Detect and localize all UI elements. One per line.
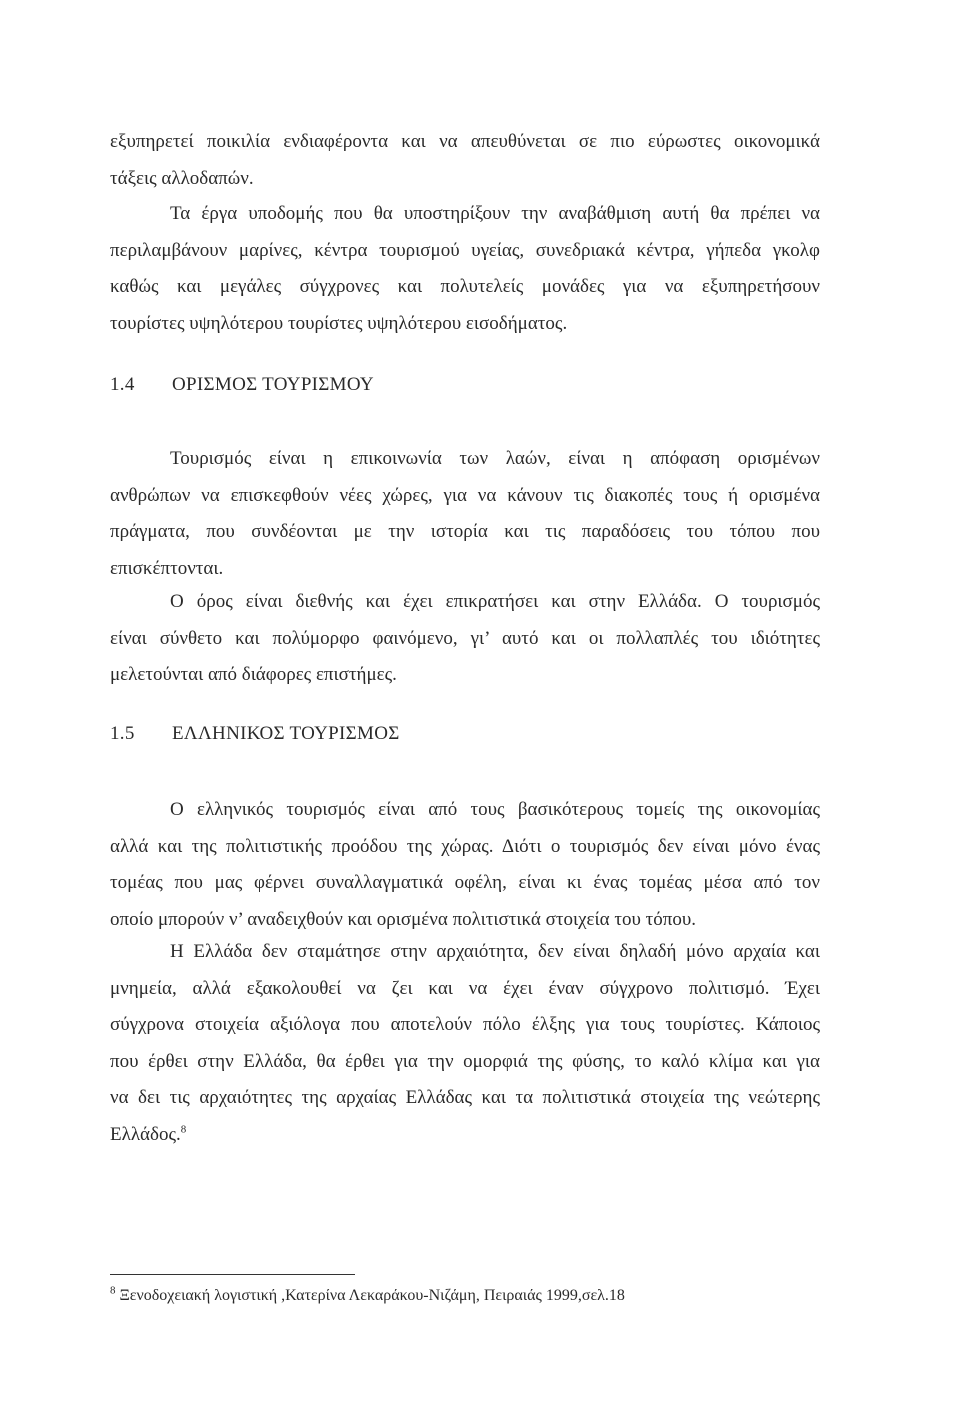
text-line: είναι σύνθετο και πολύμορφο φαινόμενο, γι’ αυτό και οι πολλαπλές του ιδιότητες [110,627,820,649]
text-line: καθώς και μεγάλες σύγχρονες και πολυτελείς μονάδες για να εξυπηρετήσουν [110,276,820,297]
text-line: ανθρώπων να επισκεφθούν νέες χώρες, για να κάνουν τις διακοπές τους ή ορισμένα [110,484,820,506]
section-heading-1-4 [110,373,374,397]
text-line: τουρίστες υψηλότερου τουρίστες υψηλότερου εισοδήματος. [110,312,568,334]
text-line: Τουρισμός είναι η επικοινωνία των λαών, είναι η απόφαση ορισμένων [170,448,820,469]
text-line: που έρθει στην Ελλάδα, θα έρθει για την ομορφιά της φύσης, το καλό κλίμα και για [110,1050,820,1072]
section-number: 1.4 [110,374,135,395]
text-line: να δει τις αρχαιότητες της αρχαίας Ελλάδας και τα πολιτιστικά στοιχεία της νεώτερης [110,1087,820,1108]
text-line: σύγχρονα στοιχεία αξιόλογα που αποτελούν πόλο έλξης για τους τουρίστες. Κάποιος [110,1014,820,1035]
text-line: τάξεις αλλοδαπών. [110,167,254,189]
paragraph-term-international [110,584,820,694]
section-number: 1.5 [110,723,135,744]
footnote-marker: 8 [110,1284,116,1297]
text-line: πράγματα, που συνδέονται με την ιστορία και τις παραδόσεις του τόπου που [110,521,820,542]
text-line: περιλαμβάνουν μαρίνες, κέντρα τουρισμού υγείας, συνεδριακά κέντρα, γήπεδα γκολφ [110,239,820,261]
text-line: επισκέπτονται. [110,557,224,579]
paragraph-greek-tourism [110,792,820,938]
paragraph-tourism-definition [110,441,820,587]
text-line [110,1117,820,1154]
text-line: Η Ελλάδα δεν σταμάτησε στην αρχαιότητα, δεν είναι δηλαδή μόνο αρχαία και [170,941,820,962]
last-line-text: Ελλάδος. [110,1123,181,1145]
footnote-text: Ξενοδοχειακή λογιστική ,Κατερίνα Λεκαράκου-Νιζάμη, Πειραιάς 1999,σελ.18 [119,1287,625,1304]
section-title: ΟΡΙΣΜΟΣ ΤΟΥΡΙΣΜΟΥ [172,374,374,395]
footnote-reference: 8 [180,1123,187,1136]
text-line: τομέας που μας φέρνει συναλλαγματικά οφέλη, είναι κι ένας τομέας μέσα από τον [110,872,820,893]
text-line: μνημεία, αλλά εξακολουθεί να ζει και να έχει έναν σύγχρονο πολιτισμό. Έχει [110,977,820,999]
text-line: Ο όρος είναι διεθνής και έχει επικρατήσει και στην Ελλάδα. Ο τουρισμός [170,591,820,612]
text-line: οποίο μπορούν ν’ αναδειχθούν και ορισμένα πολιτιστικά στοιχεία του τόπου. [110,908,696,930]
text-line: Τα έργα υποδομής που θα υποστηρίξουν την αναβάθμιση αυτή θα πρέπει να [170,203,820,224]
text-line: εξυπηρετεί ποικιλία ενδιαφέροντα και να απευθύνεται σε πιο εύρωστες οικονομικά [110,131,820,152]
section-title: ΕΛΛΗΝΙΚΟΣ ΤΟΥΡΙΣΜΟΣ [172,723,400,744]
paragraph-modern-greece [110,934,820,1153]
footnote-divider [110,1274,355,1275]
text-line: μελετούνται από διάφορες επιστήμες. [110,664,397,685]
section-heading-1-5 [110,722,400,746]
text-line: Ο ελληνικός τουρισμός είναι από τους βασικότερους τομείς της οικονομίας [170,799,820,820]
paragraph-continuation [110,124,820,197]
paragraph-infrastructure [110,196,820,342]
footnote [110,1286,625,1306]
text-line: αλλά και της πολιτιστικής προόδου της χώρας. Διότι ο τουρισμός δεν είναι μόνο ένας [110,835,820,857]
